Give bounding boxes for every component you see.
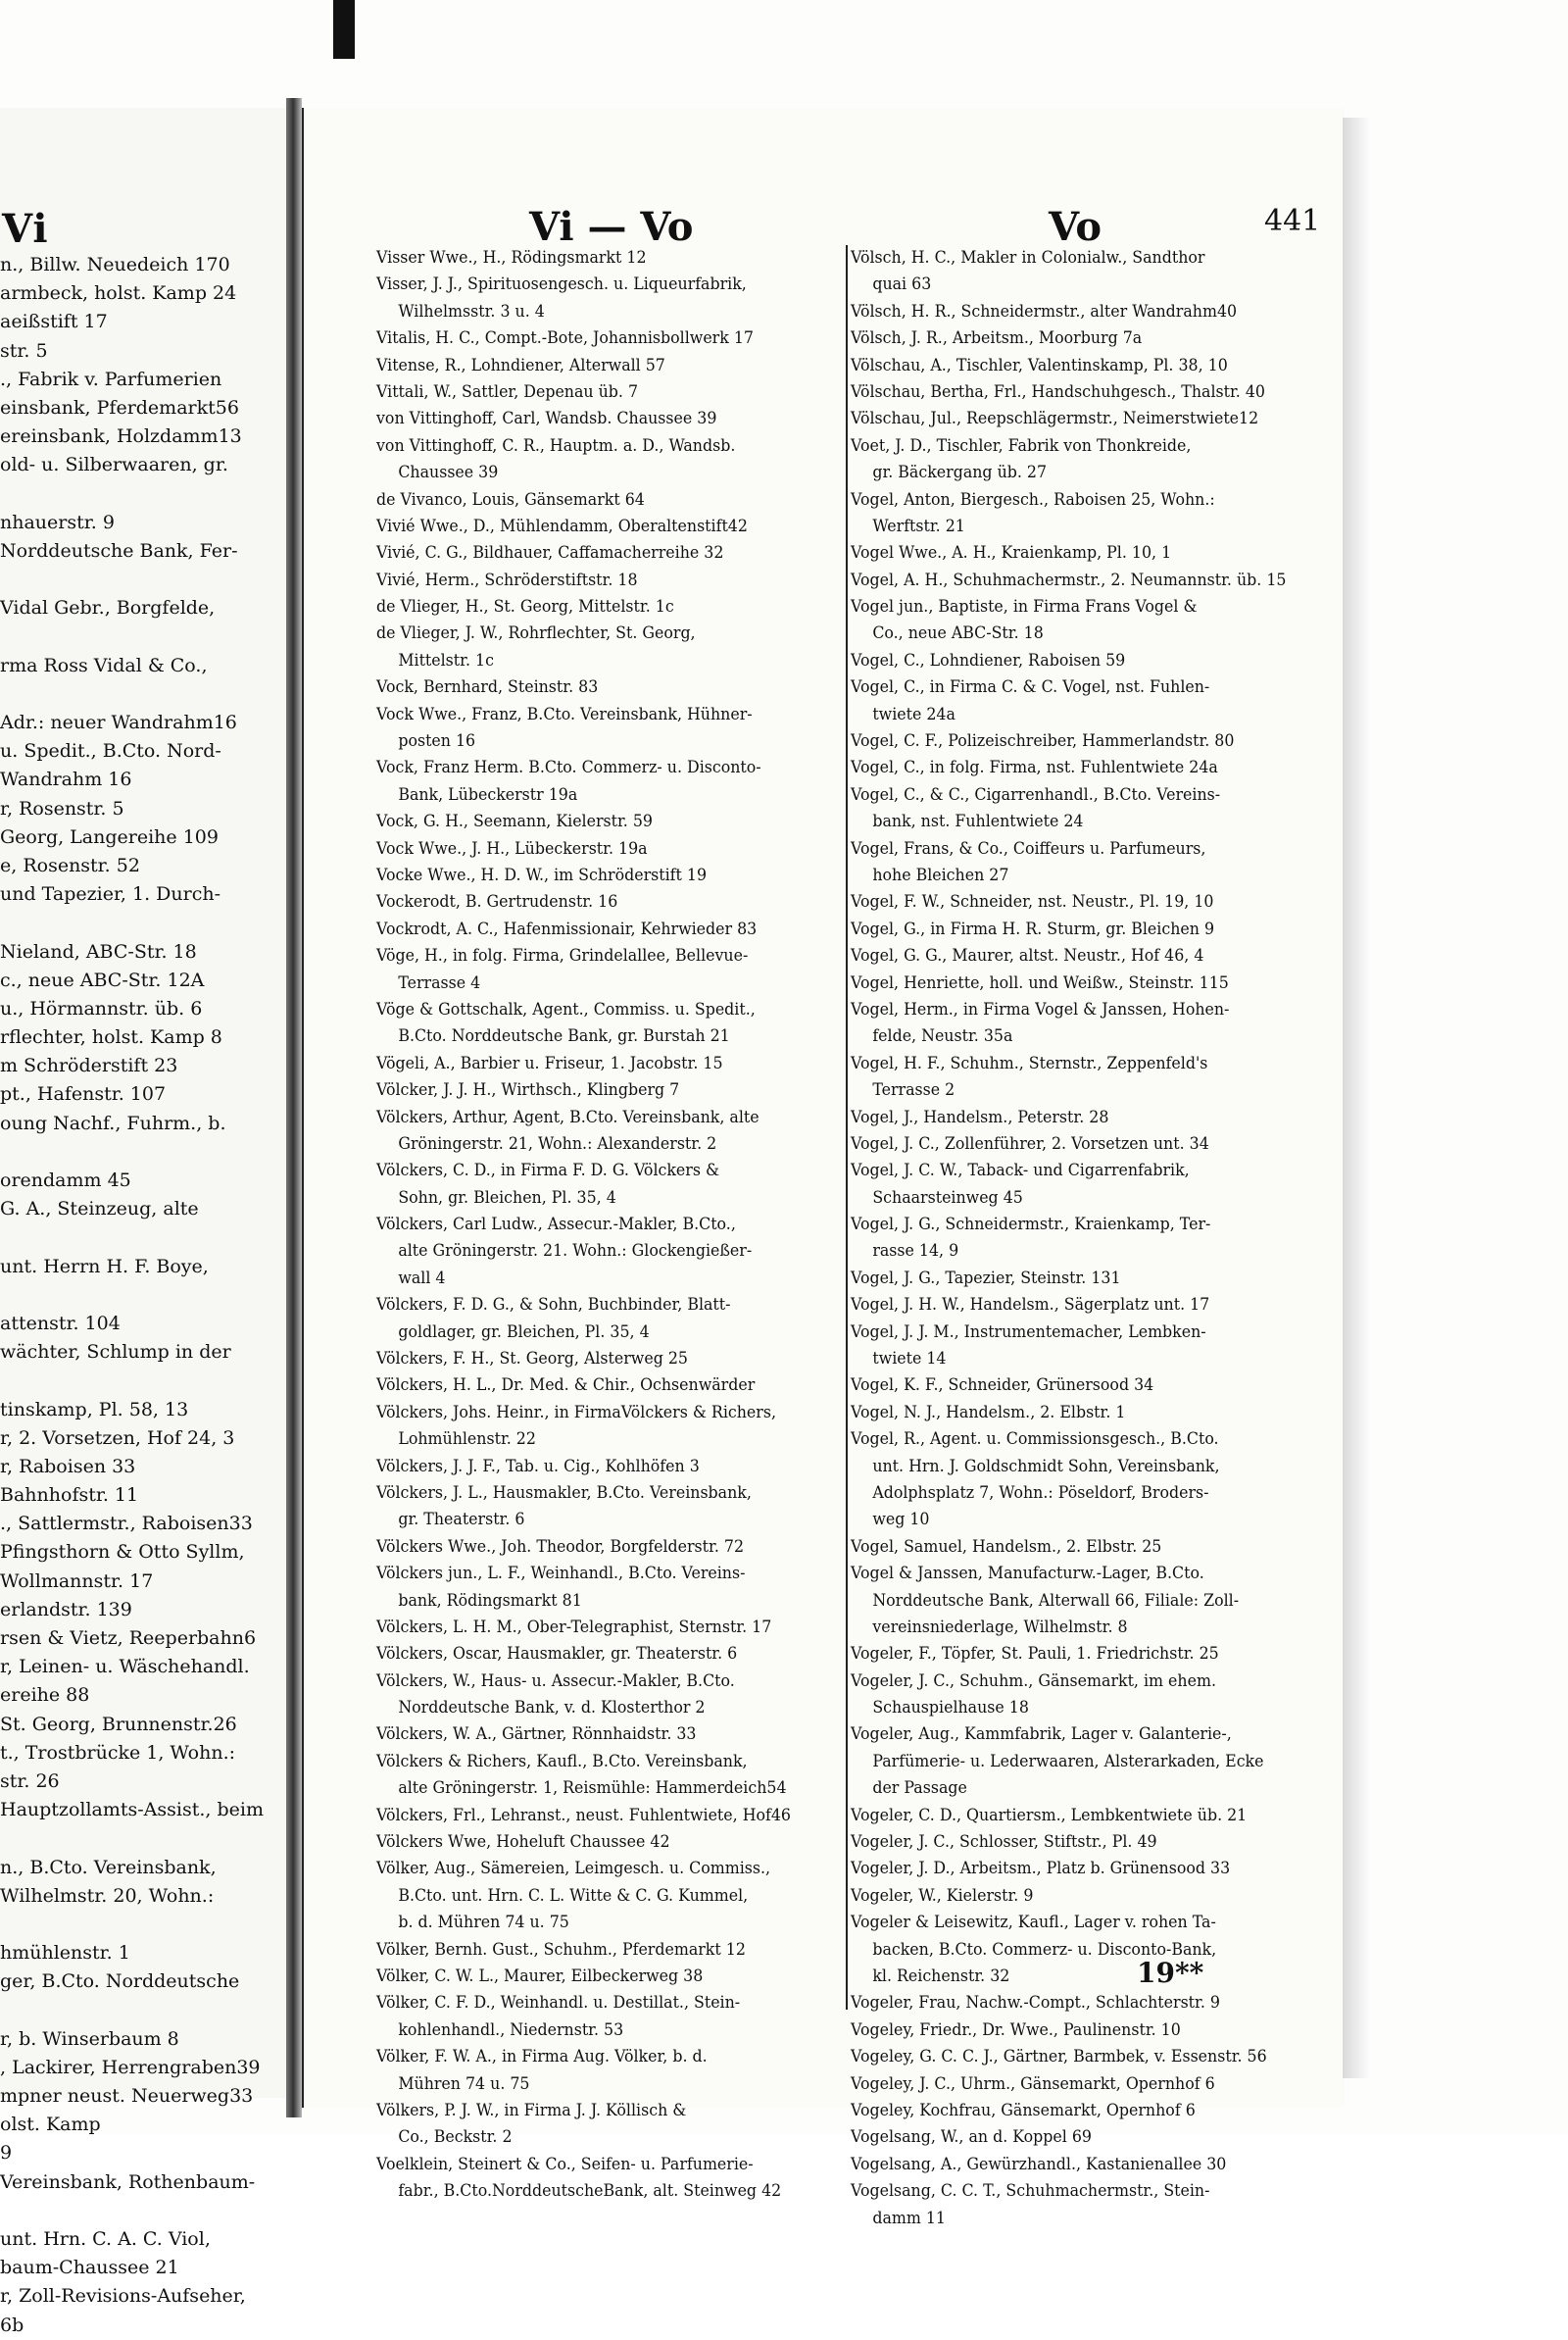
directory-entry-line: Vereinsbank, Rothenbaum-: [0, 2170, 256, 2193]
directory-entry-line: de Vivanco, Louis, Gänsemarkt 64: [376, 489, 645, 510]
directory-entry-line: Völsch, H. C., Makler in Colonialw., Sandthor: [851, 248, 1205, 268]
signature-mark: 19**: [1137, 1957, 1204, 1989]
directory-entry-line: [0, 909, 284, 937]
directory-entry-line: tinskamp, Pl. 58, 13: [0, 1398, 189, 1420]
directory-entry-line: r, Raboisen 33: [0, 1455, 136, 1477]
directory-entry-line: Vittali, W., Sattler, Depenau üb. 7: [376, 381, 639, 402]
binding-clip: [333, 0, 355, 59]
book-gutter: [286, 98, 302, 2117]
directory-entry-line: Vogeler, W., Kielerstr. 9: [851, 1885, 1034, 1906]
directory-entry-line: de Vlieger, J. W., Rohrflechter, St. Georg,: [376, 623, 696, 644]
directory-entry-line: str. 26: [0, 1769, 60, 1792]
directory-entry-line: [0, 1223, 284, 1252]
directory-entry-line: [0, 1824, 284, 1853]
directory-entry-line: pt., Hafenstr. 107: [0, 1083, 167, 1106]
directory-entry-line: Vogel, R., Agent. u. Commissionsgesch., B.Cto.: [851, 1429, 1219, 1450]
directory-entry-line: Adr.: neuer Wandrahm16: [0, 712, 237, 733]
directory-entry-line: ger, B.Cto. Norddeutsche: [0, 1970, 240, 1993]
directory-entry-line: Vogel, J. J. M., Instrumentemacher, Lembken-: [851, 1321, 1206, 1342]
directory-entry-line: Werftstr. 21: [872, 516, 965, 536]
directory-entry-line: der Passage: [872, 1778, 967, 1799]
directory-entry-line: Völckers, J. J. F., Tab. u. Cig., Kohlhöfen 3: [376, 1456, 700, 1476]
directory-entry-line: Co., Beckstr. 2: [398, 2127, 513, 2148]
directory-entry-line: Völckers Wwe., Joh. Theodor, Borgfelderstr. 72: [376, 1536, 745, 1557]
directory-entry-line: Vock Wwe., Franz, B.Cto. Vereinsbank, Hühner-: [376, 704, 753, 724]
directory-entry-line: Mittelstr. 1c: [398, 650, 494, 671]
directory-entry-line: Visser Wwe., H., Rödingsmarkt 12: [376, 248, 647, 268]
directory-entry-line: Vogeler, J. C., Schuhm., Gänsemarkt, im ehem.: [851, 1670, 1216, 1691]
directory-entry-line: Vogeley, Kochfrau, Gänsemarkt, Opernhof 6: [851, 2100, 1196, 2120]
directory-entry-line: oung Nachf., Fuhrm., b.: [0, 1112, 226, 1134]
directory-entry-line: Völsch, J. R., Arbeitsm., Moorburg 7a: [851, 328, 1143, 349]
directory-entry-line: bank, nst. Fuhlentwiete 24: [872, 812, 1084, 832]
directory-entry-line: weg 10: [872, 1510, 930, 1530]
directory-entry-line: alte Gröningerstr. 1, Reismühle: Hammerdeich54: [398, 1778, 787, 1799]
directory-entry-line: Vogelsang, C. C. T., Schuhmachermstr., Stein-: [851, 2181, 1210, 2202]
directory-entry-line: Völschau, A., Tischler, Valentinskamp, Pl. 38, 10: [851, 355, 1228, 375]
directory-entry-line: Vogel, H. F., Schuhm., Sternstr., Zeppenfeld's: [851, 1053, 1208, 1073]
directory-entry-line: Vivié, C. G., Bildhauer, Caffamacherreihe 32: [376, 543, 724, 564]
directory-entry-line: [0, 1996, 284, 2024]
directory-entry-line: backen, B.Cto. Commerz- u. Disconto-Bank,: [872, 1939, 1217, 1960]
directory-entry-line: unt. Hrn. C. A. C. Viol,: [0, 2227, 211, 2250]
directory-entry-line: [0, 680, 284, 709]
directory-entry-line: Vogeley, Friedr., Dr. Wwe., Paulinenstr. 10: [851, 2019, 1181, 2040]
directory-entry-line: Mühren 74 u. 75: [398, 2073, 530, 2094]
directory-entry-line: B.Cto. Norddeutsche Bank, gr. Burstah 21: [398, 1026, 730, 1047]
directory-column-right: [851, 245, 1331, 2232]
directory-entry-line: Vogel, Samuel, Handelsm., 2. Elbstr. 25: [851, 1536, 1162, 1557]
directory-entry-line: Norddeutsche Bank, Alterwall 66, Filiale: Zoll-: [872, 1590, 1240, 1611]
directory-entry-line: rma Ross Vidal & Co.,: [0, 654, 208, 676]
directory-entry-line: u. Spedit., B.Cto. Nord-: [0, 740, 221, 763]
directory-entry-line: Völker, C. F. D., Weinhandl. u. Destillat., Stein-: [376, 1993, 741, 2014]
directory-entry-line: Schaarsteinweg 45: [872, 1187, 1023, 1208]
directory-entry-line: Chaussee 39: [398, 463, 499, 483]
directory-entry-line: Völkers, P. J. W., in Firma J. J. Köllisch &: [376, 2100, 687, 2120]
directory-entry-line: ., Fabrik v. Parfumerien: [0, 368, 222, 390]
directory-entry-line: Vögeli, A., Barbier u. Friseur, 1. Jacobstr. 15: [376, 1053, 723, 1073]
directory-entry-line: Völckers, Oscar, Hausmakler, gr. Theaterstr. 6: [376, 1644, 738, 1665]
directory-entry-line: Völckers Wwe, Hoheluft Chaussee 42: [376, 1832, 670, 1853]
directory-entry-line: Völcker, J. J. H., Wirthsch., Klingberg 7: [376, 1080, 680, 1101]
directory-entry-line: 6b: [0, 2314, 24, 2336]
directory-entry-line: Vogel, Anton, Biergesch., Raboisen 25, Wohn.:: [851, 489, 1215, 510]
directory-entry-line: bank, Rödingsmarkt 81: [398, 1590, 582, 1611]
directory-entry-line: Vock, Franz Herm. B.Cto. Commerz- u. Disconto-: [376, 758, 761, 778]
directory-entry-line: Vogel, J. G., Schneidermstr., Kraienkamp, Ter-: [851, 1215, 1211, 1235]
directory-entry-line: Norddeutsche Bank, v. d. Klosterthor 2: [398, 1698, 706, 1718]
directory-entry-line: Visser, J. J., Spirituosengesch. u. Liqueurfabrik,: [376, 274, 747, 295]
directory-entry-line: quai 63: [872, 274, 932, 295]
directory-entry-line: Vock, Bernhard, Steinstr. 83: [376, 677, 599, 698]
directory-entry-line: nhauerstr. 9: [0, 511, 115, 533]
directory-entry-line: Völker, Bernh. Gust., Schuhm., Pferdemarkt 12: [376, 1939, 746, 1960]
directory-entry-line: unt. Hrn. J. Goldschmidt Sohn, Vereinsbank,: [872, 1456, 1220, 1476]
directory-entry-line: ., Sattlermstr., Raboisen33: [0, 1513, 253, 1535]
directory-entry-line: mpner neust. Neuerweg33: [0, 2085, 254, 2107]
directory-entry-line: Völker, Aug., Sämereien, Leimgesch. u. Commiss.,: [376, 1859, 771, 1879]
directory-entry-line: Vogel, J. G., Tapezier, Steinstr. 131: [851, 1268, 1121, 1288]
directory-entry-line: Voet, J. D., Tischler, Fabrik von Thonkreide,: [851, 435, 1192, 456]
directory-entry-line: Georg, Langereihe 109: [0, 825, 219, 848]
directory-entry-line: Vogeler, F., Töpfer, St. Pauli, 1. Friedrichstr. 25: [851, 1644, 1219, 1665]
directory-entry-line: Vogeler, Aug., Kammfabrik, Lager v. Galanterie-,: [851, 1724, 1232, 1745]
directory-entry-line: Sohn, gr. Bleichen, Pl. 35, 4: [398, 1187, 616, 1208]
directory-entry-line: Völckers, Arthur, Agent, B.Cto. Vereinsbank, alte: [376, 1107, 760, 1127]
directory-entry-line: Vogel Wwe., A. H., Kraienkamp, Pl. 10, 1: [851, 543, 1172, 564]
directory-entry-line: Völckers, F. H., St. Georg, Alsterweg 25: [376, 1349, 688, 1369]
directory-entry-line: Völckers, W., Haus- u. Assecur.-Makler, B.Cto.: [376, 1670, 735, 1691]
directory-entry-line: Vöge, H., in folg. Firma, Grindelallee, Bellevue-: [376, 946, 749, 967]
directory-entry-line: rasse 14, 9: [872, 1241, 959, 1262]
directory-entry-line: Vitense, R., Lohndiener, Alterwall 57: [376, 355, 665, 375]
directory-entry-line: Wilhelmsstr. 3 u. 4: [398, 301, 545, 322]
directory-entry-line: hohe Bleichen 27: [872, 865, 1009, 885]
directory-entry-line: Vogel, G. G., Maurer, altst. Neustr., Hof 46, 4: [851, 946, 1204, 967]
directory-entry-line: r, Rosenstr. 5: [0, 797, 124, 820]
directory-entry-line: Vocke Wwe., H. D. W., im Schröderstift 19: [376, 865, 708, 885]
directory-entry-line: Norddeutsche Bank, Fer-: [0, 539, 238, 562]
directory-entry-line: von Vittinghoff, Carl, Wandsb. Chaussee 39: [376, 409, 717, 429]
directory-entry-line: unt. Herrn H. F. Boye,: [0, 1255, 209, 1277]
directory-entry-line: Vogel, J., Handelsm., Peterstr. 28: [851, 1107, 1109, 1127]
directory-entry-line: Vogelsang, W., an d. Koppel 69: [851, 2127, 1092, 2148]
directory-entry-line: Völschau, Jul., Reepschlägermstr., Neimerstwiete12: [851, 409, 1259, 429]
directory-entry-line: Vock, G. H., Seemann, Kielerstr. 59: [376, 812, 653, 832]
directory-entry-line: aeißstift 17: [0, 311, 108, 333]
directory-entry-line: Vogel, C., & C., Cigarrenhandl., B.Cto. Vereins-: [851, 784, 1221, 805]
directory-entry-line: von Vittinghoff, C. R., Hauptm. a. D., Wandsb.: [376, 435, 736, 456]
column-divider: [846, 245, 848, 2010]
directory-entry-line: Bahnhofstr. 11: [0, 1484, 139, 1507]
directory-entry-line: r, b. Winserbaum 8: [0, 2027, 179, 2050]
directory-entry-line: , Lackirer, Herrengraben39: [0, 2056, 261, 2078]
directory-entry-line: Vogeler, J. D., Arbeitsm., Platz b. Grünensood 33: [851, 1859, 1231, 1879]
directory-entry-line: olst. Kamp: [0, 2114, 101, 2136]
directory-entry-line: [0, 1911, 284, 1939]
directory-entry-line: Parfümerie- u. Lederwaaren, Alsterarkaden, Ecke: [872, 1751, 1264, 1771]
directory-entry-line: vereinsniederlage, Wilhelmstr. 8: [872, 1617, 1128, 1637]
running-head-right: Vo: [1049, 204, 1102, 250]
directory-entry-line: gr. Theaterstr. 6: [398, 1510, 525, 1530]
directory-entry-line: Vogel, Herm., in Firma Vogel & Janssen, Hohen-: [851, 999, 1230, 1020]
directory-entry-line: r, 2. Vorsetzen, Hof 24, 3: [0, 1426, 235, 1449]
directory-entry-line: Völker, F. W. A., in Firma Aug. Völker, b. d.: [376, 2047, 708, 2067]
directory-column-left: [376, 245, 841, 2206]
directory-entry-line: Schauspielhause 18: [872, 1698, 1029, 1718]
directory-entry-line: wall 4: [398, 1268, 446, 1288]
directory-entry-line: Wandrahm 16: [0, 769, 132, 791]
directory-entry-line: Völckers, H. L., Dr. Med. & Chir., Ochsenwärder: [376, 1375, 756, 1396]
directory-entry-line: Vogel, C., in folg. Firma, nst. Fuhlentwiete 24a: [851, 758, 1218, 778]
directory-entry-line: m Schröderstift 23: [0, 1055, 178, 1077]
directory-entry-line: ereinsbank, Holzdamm13: [0, 425, 242, 448]
directory-entry-line: Vogel, J. H. W., Handelsm., Sägerplatz unt. 17: [851, 1295, 1210, 1316]
directory-entry-line: goldlager, gr. Bleichen, Pl. 35, 4: [398, 1321, 650, 1342]
left-page-column: [0, 251, 284, 2340]
directory-entry-line: Völckers & Richers, Kaufl., B.Cto. Vereinsbank,: [376, 1751, 748, 1771]
directory-entry-line: erlandstr. 139: [0, 1598, 132, 1620]
directory-entry-line: Vogel, A. H., Schuhmachermstr., 2. Neumannstr. üb. 15: [851, 570, 1287, 590]
directory-entry-line: Vogel, Henriette, holl. und Weißw., Steinstr. 115: [851, 972, 1229, 993]
left-page: [0, 108, 287, 2336]
directory-entry-line: rflechter, holst. Kamp 8: [0, 1026, 222, 1049]
page-edge: [1343, 118, 1372, 2078]
directory-entry-line: 9: [0, 2142, 13, 2165]
directory-entry-line: Vogel, K. F., Schneider, Grünersood 34: [851, 1375, 1154, 1396]
directory-entry-line: Vogel, G., in Firma H. R. Sturm, gr. Bleichen 9: [851, 919, 1215, 939]
directory-entry-line: Vogeler & Leisewitz, Kaufl., Lager v. rohen Ta-: [851, 1913, 1216, 1933]
directory-entry-line: Vogel, F. W., Schneider, nst. Neustr., Pl. 19, 10: [851, 892, 1214, 913]
directory-entry-line: Vogel, C. F., Polizeischreiber, Hammerlandstr. 80: [851, 731, 1235, 752]
directory-entry-line: Bank, Lübeckerstr 19a: [398, 784, 578, 805]
directory-entry-line: Völckers, L. H. M., Ober-Telegraphist, Sternstr. 17: [376, 1617, 772, 1637]
directory-entry-line: c., neue ABC-Str. 12A: [0, 969, 205, 991]
directory-entry-line: Hauptzollamts-Assist., beim: [0, 1799, 264, 1821]
directory-entry-line: Völckers jun., L. F., Weinhandl., B.Cto. Vereins-: [376, 1564, 746, 1584]
directory-entry-line: Vogeler, J. C., Schlosser, Stiftstr., Pl. 49: [851, 1832, 1157, 1853]
directory-entry-line: rsen & Vietz, Reeperbahn6: [0, 1627, 257, 1649]
directory-entry-line: kohlenhandl., Niedernstr. 53: [398, 2019, 624, 2040]
directory-entry-line: Vogelsang, A., Gewürzhandl., Kastanienallee 30: [851, 2154, 1227, 2174]
directory-entry-line: twiete 24a: [872, 704, 956, 724]
directory-entry-line: B.Cto. unt. Hrn. C. L. Witte & C. G. Kummel,: [398, 1885, 749, 1906]
directory-entry-line: Vogeley, G. C. C. J., Gärtner, Barmbek, v. Essenstr. 56: [851, 2047, 1267, 2067]
directory-entry-line: St. Georg, Brunnenstr.26: [0, 1713, 237, 1735]
directory-entry-line: [0, 1281, 284, 1310]
directory-entry-line: Co., neue ABC-Str. 18: [872, 623, 1044, 644]
directory-entry-line: posten 16: [398, 731, 476, 752]
directory-entry-line: wächter, Schlump in der: [0, 1341, 231, 1364]
directory-entry-line: Pfingsthorn & Otto Syllm,: [0, 1541, 245, 1564]
directory-entry-line: Vockerodt, B. Gertrudenstr. 16: [376, 892, 618, 913]
directory-entry-line: Völschau, Bertha, Frl., Handschuhgesch., Thalstr. 40: [851, 381, 1265, 402]
directory-entry-line: Terrasse 2: [872, 1080, 956, 1101]
directory-entry-line: Nieland, ABC-Str. 18: [0, 940, 197, 963]
directory-entry-line: und Tapezier, 1. Durch-: [0, 883, 221, 906]
directory-entry-line: old- u. Silberwaaren, gr.: [0, 454, 228, 476]
directory-entry-line: e, Rosenstr. 52: [0, 854, 140, 876]
directory-entry-line: Vivié Wwe., D., Mühlendamm, Oberaltenstift42: [376, 516, 748, 536]
directory-entry-line: ereihe 88: [0, 1684, 90, 1707]
directory-entry-line: Vidal Gebr., Borgfelde,: [0, 597, 216, 620]
directory-entry-line: twiete 14: [872, 1349, 947, 1369]
directory-entry-line: [0, 622, 284, 651]
directory-entry-line: Vitalis, H. C., Compt.-Bote, Johannisbollwerk 17: [376, 328, 754, 349]
directory-entry-line: n., Billw. Neuedeich 170: [0, 254, 230, 275]
directory-entry-line: [0, 2197, 284, 2225]
directory-entry-line: Völckers, F. D. G., & Sohn, Buchbinder, Blatt-: [376, 1295, 731, 1316]
directory-entry-line: b. d. Mühren 74 u. 75: [398, 1913, 569, 1933]
directory-entry-line: Vock Wwe., J. H., Lübeckerstr. 19a: [376, 838, 648, 859]
directory-entry-line: Vivié, Herm., Schröderstiftstr. 18: [376, 570, 638, 590]
directory-entry-line: Adolphsplatz 7, Wohn.: Pöseldorf, Broders-: [872, 1482, 1209, 1503]
directory-entry-line: Lohmühlenstr. 22: [398, 1429, 536, 1450]
directory-entry-line: Völckers, Johs. Heinr., in FirmaVölckers & Richers,: [376, 1402, 776, 1422]
left-page-title: Vi: [2, 206, 49, 252]
directory-entry-line: Gröningerstr. 21, Wohn.: Alexanderstr. 2: [398, 1133, 717, 1154]
directory-entry-line: felde, Neustr. 35a: [872, 1026, 1013, 1047]
directory-entry-line: damm 11: [872, 2208, 946, 2228]
directory-entry-line: [0, 480, 284, 509]
directory-entry-line: u., Hörmannstr. üb. 6: [0, 997, 203, 1020]
directory-entry-line: [0, 1138, 284, 1167]
directory-entry-line: armbeck, holst. Kamp 24: [0, 282, 237, 305]
directory-entry-line: Völckers, Carl Ludw., Assecur.-Makler, B.Cto.,: [376, 1215, 736, 1235]
directory-entry-line: Terrasse 4: [398, 972, 481, 993]
directory-entry-line: Vogeley, J. C., Uhrm., Gänsemarkt, Opernhof 6: [851, 2073, 1215, 2094]
directory-entry-line: Vogel, J. C. W., Taback- und Cigarrenfabrik,: [851, 1161, 1190, 1181]
page-number: 441: [1264, 204, 1321, 238]
directory-entry-line: Völckers, W. A., Gärtner, Rönnhaidstr. 33: [376, 1724, 697, 1745]
directory-entry-line: Voelklein, Steinert & Co., Seifen- u. Parfumerie-: [376, 2154, 754, 2174]
directory-entry-line: de Vlieger, H., St. Georg, Mittelstr. 1c: [376, 597, 674, 618]
directory-entry-line: t., Trostbrücke 1, Wohn.:: [0, 1741, 236, 1764]
directory-entry-line: Völckers, J. L., Hausmakler, B.Cto. Vereinsbank,: [376, 1482, 752, 1503]
directory-entry-line: str. 5: [0, 339, 48, 362]
directory-entry-line: [0, 1367, 284, 1395]
directory-entry-line: attenstr. 104: [0, 1312, 121, 1334]
directory-entry-line: Völckers, C. D., in Firma F. D. G. Völckers &: [376, 1161, 720, 1181]
directory-entry-line: fabr., B.Cto.NorddeutscheBank, alt. Steinweg 42: [398, 2181, 782, 2202]
directory-entry-line: Vockrodt, A. C., Hafenmissionair, Kehrwieder 83: [376, 919, 758, 939]
directory-entry-line: Vogeler, Frau, Nachw.-Compt., Schlachterstr. 9: [851, 1993, 1220, 2014]
directory-entry-line: einsbank, Pferdemarkt56: [0, 396, 239, 419]
directory-entry-line: G. A., Steinzeug, alte: [0, 1198, 199, 1220]
directory-entry-line: gr. Bäckergang üb. 27: [872, 463, 1048, 483]
directory-entry-line: Vogel, C., in Firma C. & C. Vogel, nst. Fuhlen-: [851, 677, 1210, 698]
directory-entry-line: Vogel, J. C., Zollenführer, 2. Vorsetzen unt. 34: [851, 1133, 1209, 1154]
directory-entry-line: hmühlenstr. 1: [0, 1942, 130, 1965]
directory-entry-line: kl. Reichenstr. 32: [872, 1967, 1010, 1986]
directory-entry-line: Völker, C. W. L., Maurer, Eilbeckerweg 38: [376, 1967, 704, 1986]
directory-entry-line: [0, 566, 284, 594]
directory-entry-line: Wilhelmstr. 20, Wohn.:: [0, 1884, 215, 1907]
directory-entry-line: Vöge & Gottschalk, Agent., Commiss. u. Spedit.,: [376, 999, 756, 1020]
directory-entry-line: Völsch, H. R., Schneidermstr., alter Wandrahm40: [851, 301, 1238, 322]
directory-entry-line: Vogeler, C. D., Quartiersm., Lembkentwiete üb. 21: [851, 1805, 1248, 1825]
directory-entry-line: orendamm 45: [0, 1170, 131, 1191]
directory-entry-line: baum-Chaussee 21: [0, 2257, 179, 2279]
directory-entry-line: Vogel, Frans, & Co., Coiffeurs u. Parfumeurs,: [851, 838, 1206, 859]
directory-entry-line: Vogel, N. J., Handelsm., 2. Elbstr. 1: [851, 1402, 1126, 1422]
directory-entry-line: Vogel jun., Baptiste, in Firma Frans Vogel &: [851, 597, 1198, 618]
directory-entry-line: alte Gröningerstr. 21. Wohn.: Glockengießer-: [398, 1241, 753, 1262]
directory-entry-line: Völckers, Frl., Lehranst., neust. Fuhlentwiete, Hof46: [376, 1805, 791, 1825]
directory-entry-line: r, Leinen- u. Wäschehandl.: [0, 1656, 250, 1678]
directory-entry-line: n., B.Cto. Vereinsbank,: [0, 1856, 217, 1878]
directory-entry-line: Vogel, C., Lohndiener, Raboisen 59: [851, 650, 1126, 671]
directory-entry-line: r, Zoll-Revisions-Aufseher,: [0, 2285, 246, 2308]
directory-entry-line: Vogel & Janssen, Manufacturw.-Lager, B.Cto.: [851, 1564, 1204, 1584]
directory-entry-line: Wollmannstr. 17: [0, 1569, 154, 1592]
running-head-center: Vi — Vo: [529, 204, 694, 250]
